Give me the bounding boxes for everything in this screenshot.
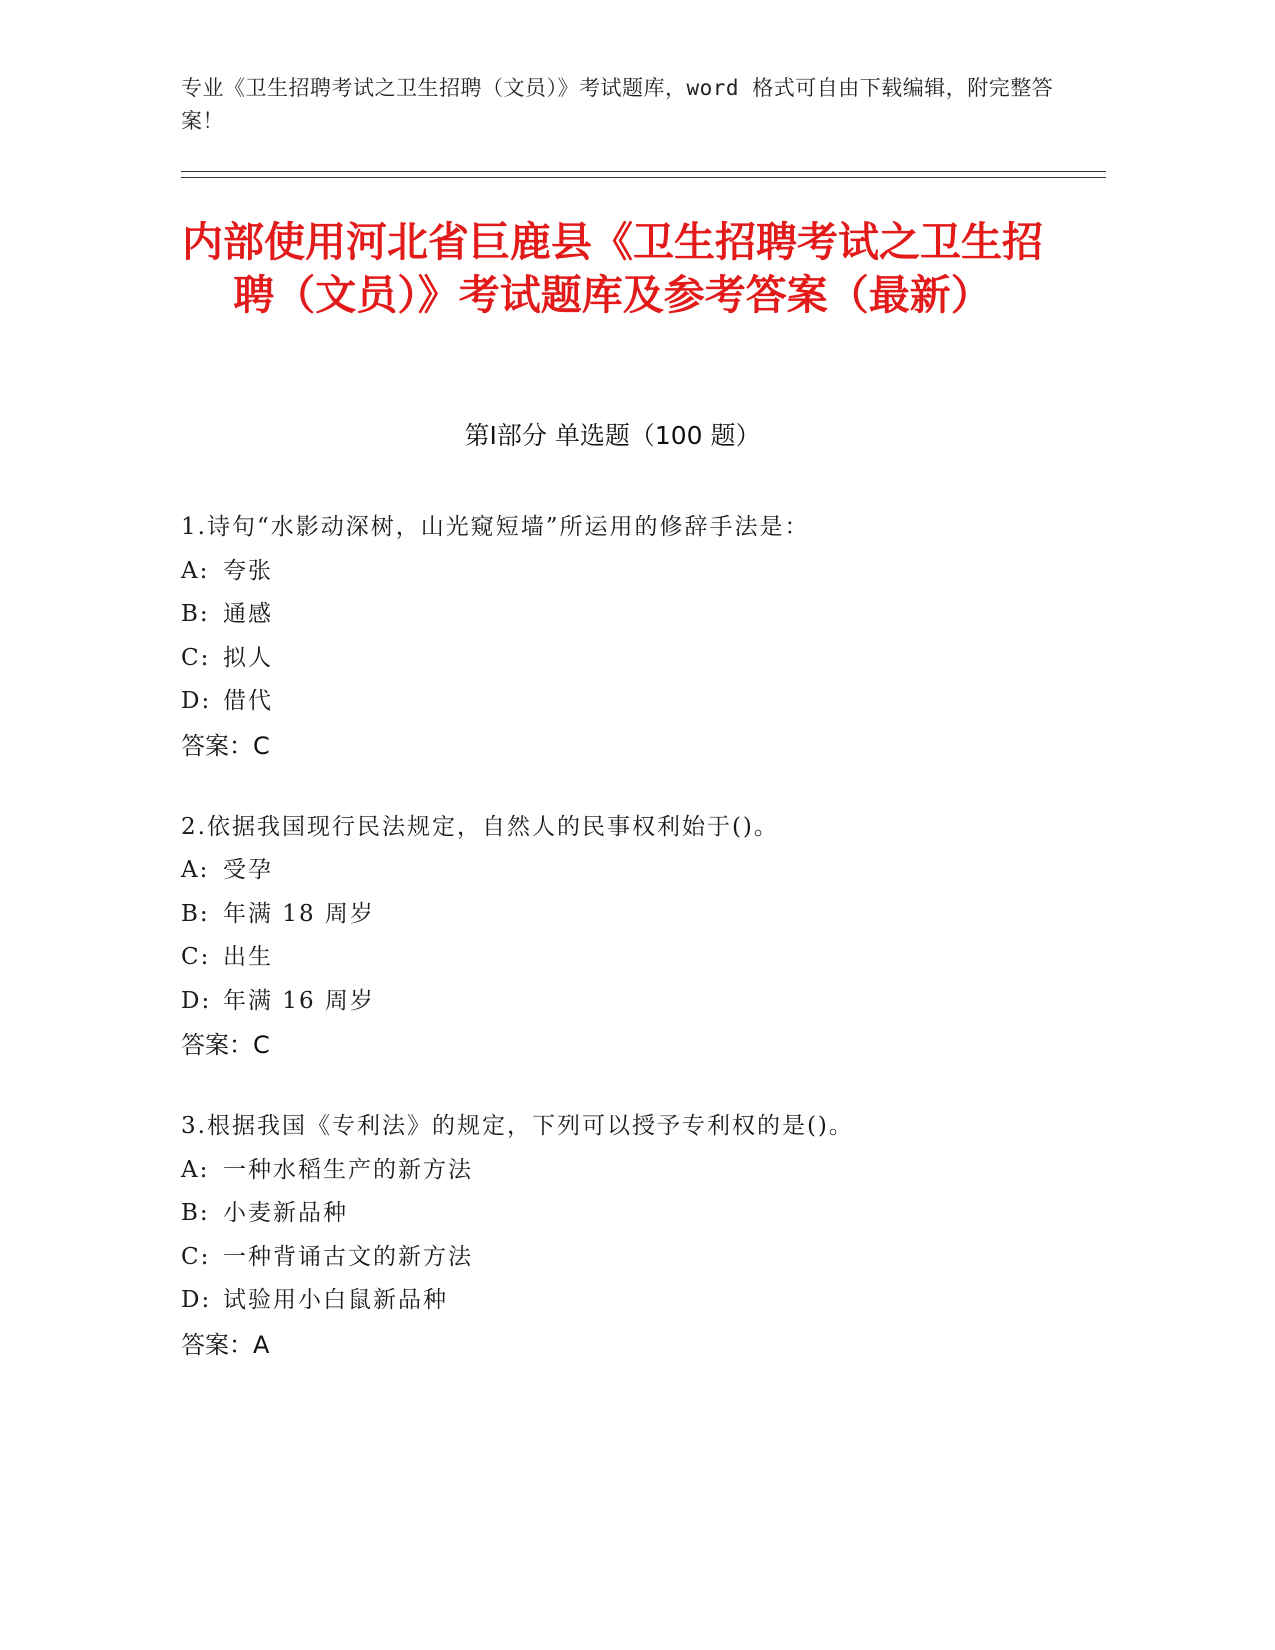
option-text: 年满 16 周岁: [223, 987, 375, 1014]
option-text: 拟人: [223, 644, 273, 671]
option-text: 夸张: [223, 557, 273, 584]
option-c: [181, 1236, 1081, 1280]
option-letter: D:: [181, 688, 212, 714]
option-letter: A:: [181, 1156, 210, 1183]
option-letter: C:: [181, 944, 211, 970]
option-a: [181, 550, 1081, 594]
question-2: [181, 806, 1081, 1068]
option-a: [181, 849, 1081, 893]
question-3: [181, 1105, 1081, 1367]
document-title: 内部使用河北省巨鹿县《卫生招聘考试之卫生招聘（文员）》考试题库及参考答案（最新）: [182, 218, 1043, 319]
option-d: [181, 680, 1081, 724]
question-text: 2.依据我国现行民法规定，自然人的民事权利始于()。: [181, 813, 779, 840]
option-letter: A:: [181, 857, 210, 883]
option-text: 年满 18 周岁: [223, 900, 375, 927]
question-list: [181, 506, 1081, 1405]
option-letter: C:: [181, 644, 211, 671]
option-b: [181, 893, 1081, 937]
option-letter: B:: [181, 900, 210, 927]
option-letter: B:: [181, 1200, 210, 1226]
option-b: [181, 1192, 1081, 1236]
option-text: 试验用小白鼠新品种: [223, 1287, 448, 1313]
option-d: [181, 1279, 1081, 1323]
answer-line: 答案：A: [181, 1330, 270, 1359]
section-title: 第Ⅰ部分 单选题（100 题）: [464, 421, 761, 450]
option-text: 小麦新品种: [223, 1200, 348, 1226]
option-a: [181, 1149, 1081, 1193]
option-text: 一种背诵古文的新方法: [223, 1243, 473, 1270]
option-text: 一种水稻生产的新方法: [223, 1156, 473, 1183]
option-c: [181, 637, 1081, 681]
option-letter: C:: [181, 1243, 211, 1270]
option-text: 受孕: [223, 857, 273, 883]
question-1: [181, 506, 1081, 768]
option-letter: D:: [181, 987, 212, 1014]
option-letter: B:: [181, 601, 210, 627]
question-text: 1.诗句“水影动深树，山光窥短墙”所运用的修辞手法是：: [181, 514, 810, 540]
header-divider-thick: [181, 177, 1106, 178]
option-text: 借代: [223, 688, 273, 714]
answer-line: 答案：C: [181, 731, 270, 760]
header-note: 专业《卫生招聘考试之卫生招聘（文员）》考试题库，word 格式可自由下载编辑，附完整答案！: [181, 76, 1054, 133]
option-d: [181, 980, 1081, 1024]
answer-line: 答案：C: [181, 1031, 270, 1059]
option-letter: D:: [181, 1287, 212, 1313]
question-text: 3.根据我国《专利法》的规定，下列可以授予专利权的是()。: [181, 1113, 854, 1139]
option-c: [181, 936, 1081, 980]
option-text: 出生: [223, 944, 273, 970]
option-b: [181, 593, 1081, 637]
header-divider-thin: [181, 171, 1106, 172]
option-text: 通感: [223, 601, 273, 627]
option-letter: A:: [181, 557, 210, 584]
